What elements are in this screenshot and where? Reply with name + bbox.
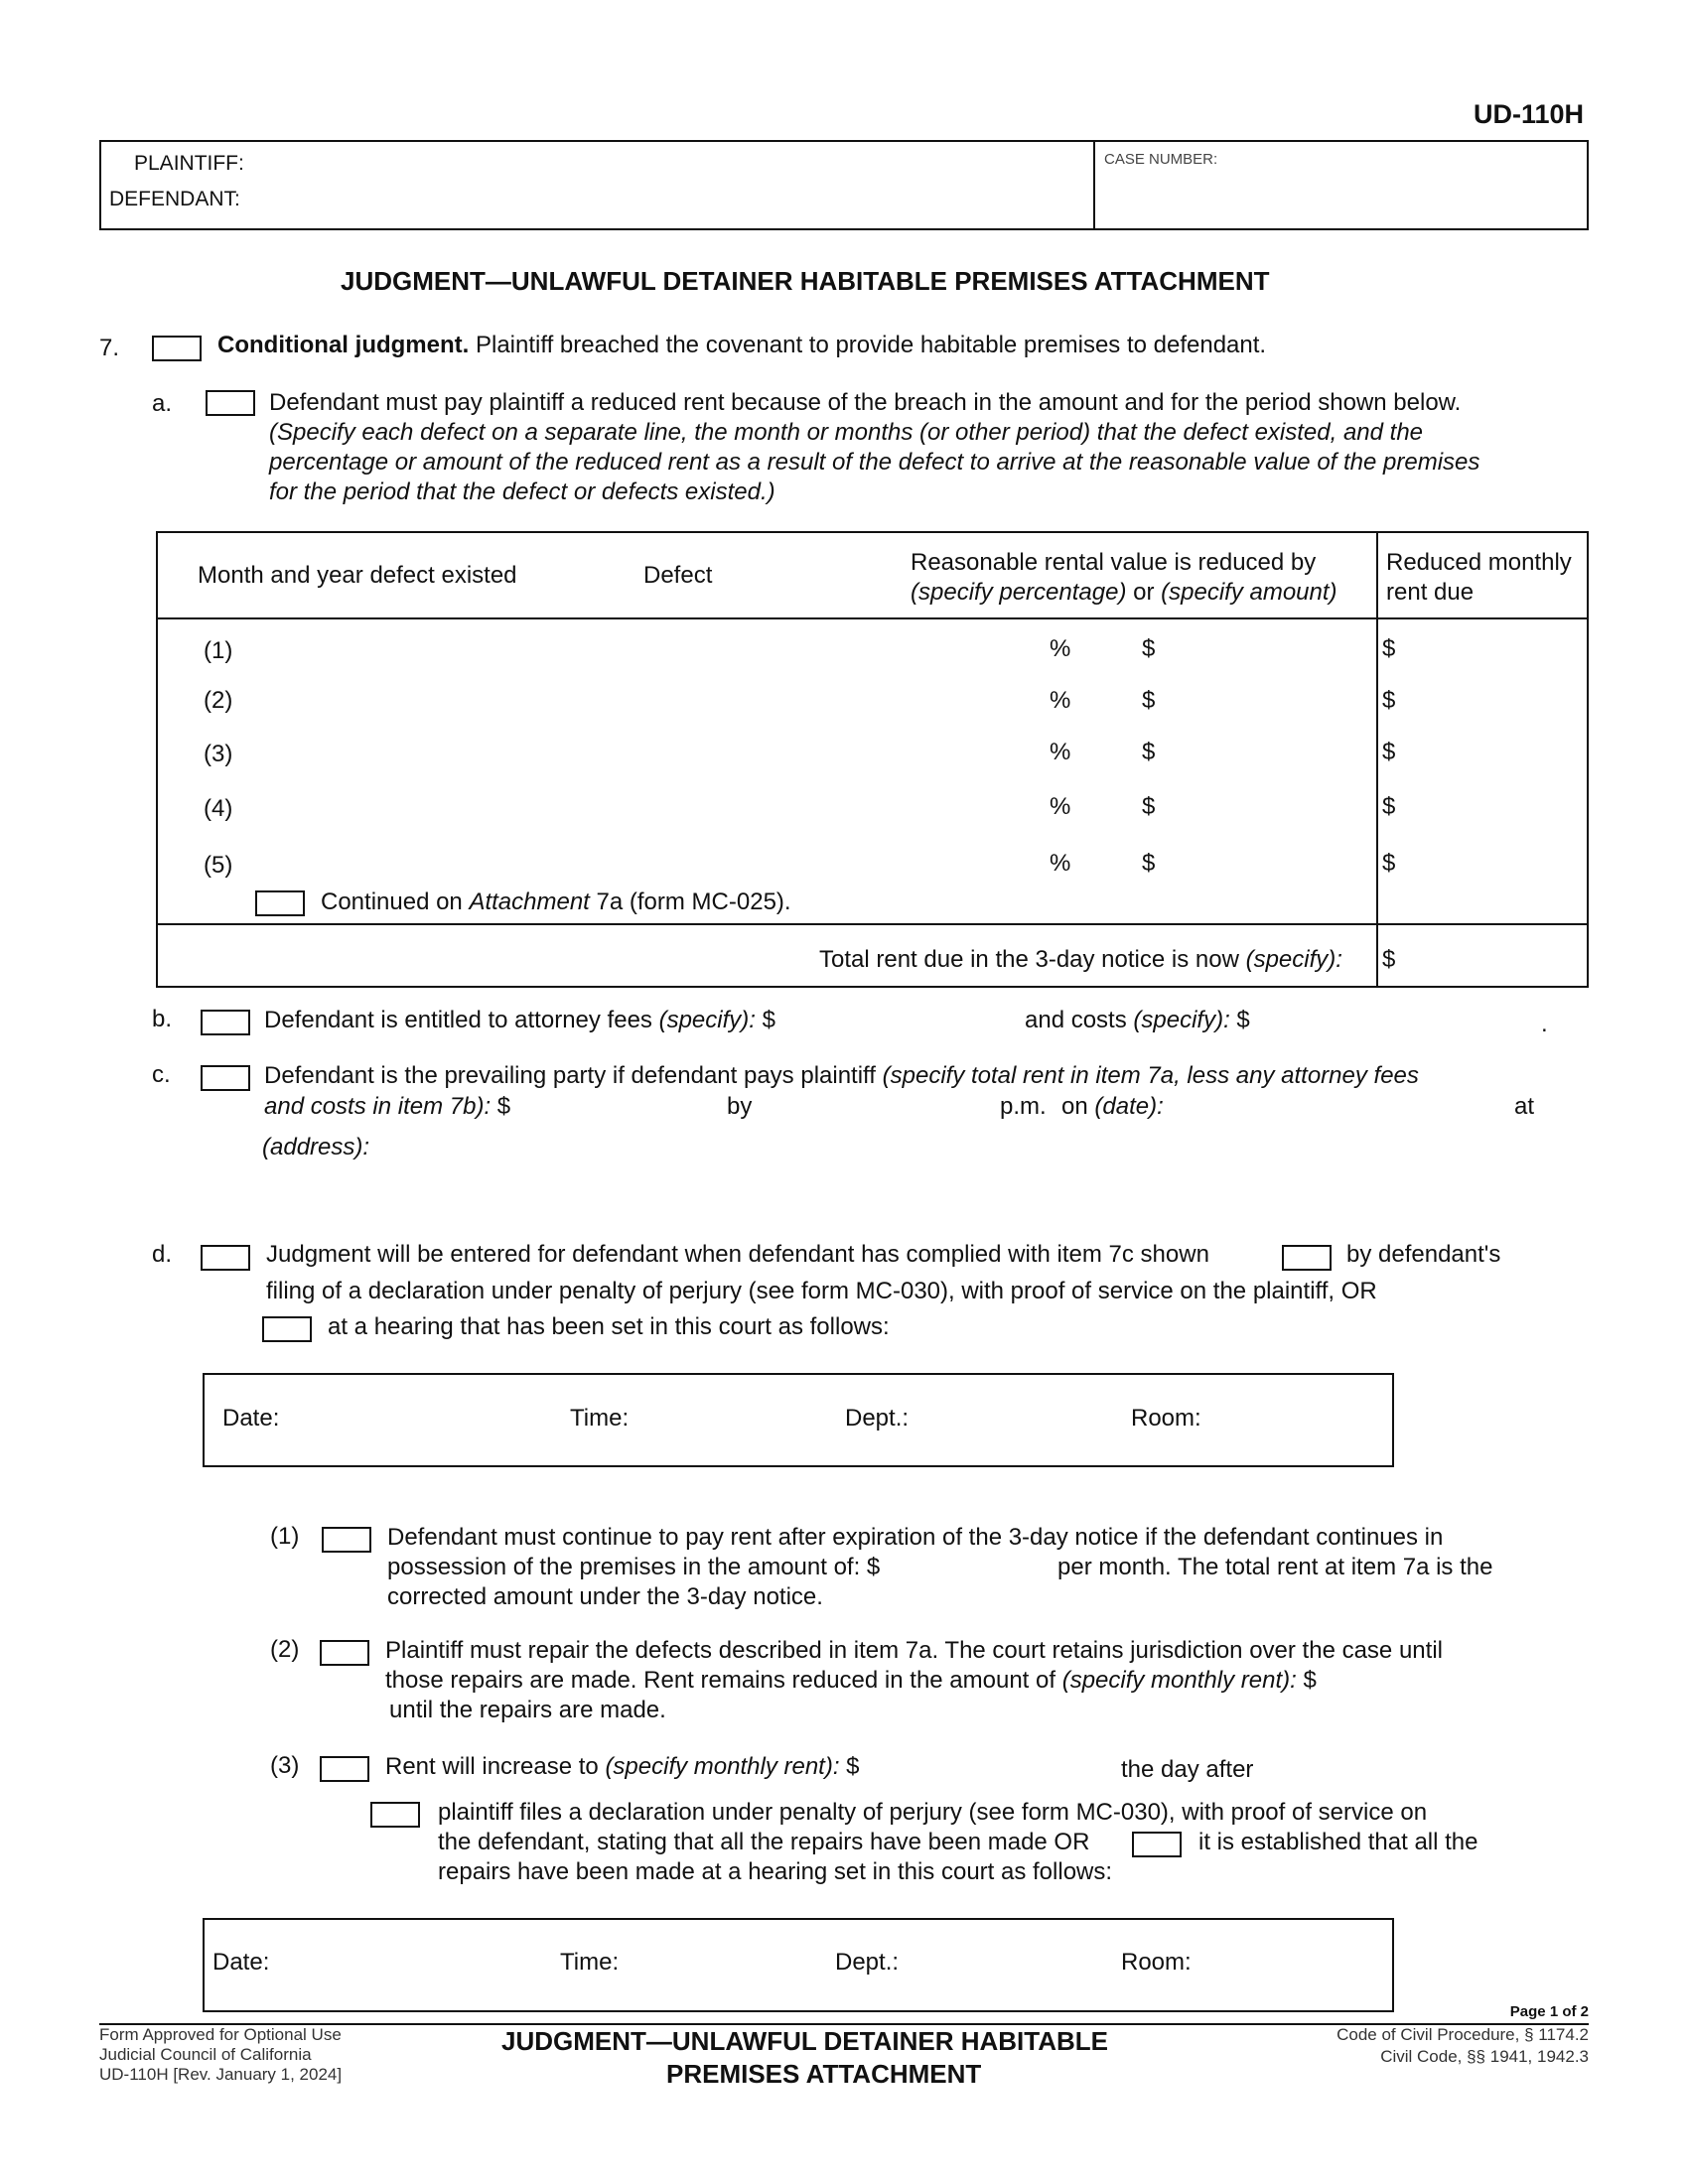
sub1-line3: corrected amount under the 3-day notice. bbox=[387, 1583, 823, 1610]
sub3-line2: plaintiff files a declaration under penalty of perjury (see form MC-030), with proof of service on bbox=[438, 1799, 1428, 1826]
item7b-costs: and costs (specify): $ bbox=[1025, 1007, 1250, 1033]
row-2-label: (2) bbox=[204, 687, 233, 714]
sub3-declaration-checkbox[interactable] bbox=[370, 1802, 420, 1828]
item7c-letter: c. bbox=[152, 1061, 171, 1088]
form-title: JUDGMENT—UNLAWFUL DETAINER HABITABLE PREMISES ATTACHMENT bbox=[341, 266, 1270, 296]
hearing1-date[interactable]: Date: bbox=[222, 1405, 280, 1432]
row-1-amount-dollar: $ bbox=[1142, 635, 1156, 662]
item7a-line2: (Specify each defect on a separate line, the month or months (or other period) that the defect existed, and the bbox=[269, 419, 1424, 446]
item7a-line4: for the period that the defect or defects existed.) bbox=[269, 478, 775, 505]
item7d-line1: Judgment will be entered for defendant when defendant has complied with item 7c shown bbox=[266, 1241, 1209, 1268]
sub3-line4: repairs have been made at a hearing set in this court as follows: bbox=[438, 1858, 1113, 1885]
table-total-rule bbox=[156, 923, 1589, 925]
sub3-checkbox[interactable] bbox=[320, 1756, 369, 1782]
row-1-due-dollar: $ bbox=[1382, 635, 1396, 662]
footer-right-2: Civil Code, §§ 1941, 1942.3 bbox=[1380, 2047, 1589, 2066]
item7c-line1: Defendant is the prevailing party if defendant pays plaintiff (specify total rent in item 7a, less any attorney fees bbox=[264, 1062, 1419, 1089]
sub3-day-after: the day after bbox=[1121, 1756, 1254, 1783]
row-2-pct: % bbox=[1050, 687, 1071, 714]
col-due-header-2: rent due bbox=[1386, 579, 1475, 606]
hearing-box-2 bbox=[203, 1918, 1394, 2012]
footer-right-1: Code of Civil Procedure, § 1174.2 bbox=[1336, 2025, 1589, 2044]
sub1-checkbox[interactable] bbox=[322, 1527, 371, 1553]
row-4-label: (4) bbox=[204, 795, 233, 822]
row-2-due-dollar: $ bbox=[1382, 687, 1396, 714]
form-id: UD-110H bbox=[1473, 99, 1584, 129]
row-4-amount-dollar: $ bbox=[1142, 793, 1156, 820]
sub3-hearing-checkbox[interactable] bbox=[1132, 1832, 1182, 1857]
sub1-num: (1) bbox=[270, 1523, 300, 1550]
defect-table bbox=[156, 531, 1589, 988]
item7c-at: at bbox=[1514, 1093, 1535, 1120]
total-rent-label: Total rent due in the 3-day notice is now (specify): bbox=[819, 946, 1342, 973]
item7a-letter: a. bbox=[152, 390, 173, 417]
sub2-num: (2) bbox=[270, 1636, 300, 1663]
row-2-amount-dollar: $ bbox=[1142, 687, 1156, 714]
item7a-line1: Defendant must pay plaintiff a reduced rent because of the breach in the amount and for the period shown below. bbox=[269, 389, 1462, 416]
item7b-letter: b. bbox=[152, 1006, 173, 1032]
item7b-checkbox[interactable] bbox=[201, 1010, 250, 1035]
footer-title-2: PREMISES ATTACHMENT bbox=[666, 2059, 982, 2089]
sub1-line1: Defendant must continue to pay rent after expiration of the 3-day notice if the defendant continues in bbox=[387, 1524, 1444, 1551]
declaration-checkbox[interactable] bbox=[1282, 1245, 1332, 1271]
hearing1-time[interactable]: Time: bbox=[570, 1405, 630, 1432]
item7a-line3: percentage or amount of the reduced rent as a result of the defect to arrive at the reasonable value of the premises bbox=[269, 449, 1480, 476]
row-5-due-dollar: $ bbox=[1382, 850, 1396, 877]
col-defect-header: Defect bbox=[643, 562, 713, 589]
hearing1-room[interactable]: Room: bbox=[1131, 1405, 1201, 1432]
item7d-letter: d. bbox=[152, 1241, 173, 1268]
sub2-line3: until the repairs are made. bbox=[389, 1697, 666, 1723]
row-1-pct: % bbox=[1050, 635, 1071, 662]
footer-left-3: UD-110H [Rev. January 1, 2024] bbox=[99, 2065, 343, 2084]
col-month-header: Month and year defect existed bbox=[198, 562, 517, 589]
footer-title-1: JUDGMENT—UNLAWFUL DETAINER HABITABLE bbox=[501, 2026, 1108, 2056]
defendant-label: DEFENDANT: bbox=[109, 188, 240, 210]
item7-number: 7. bbox=[99, 335, 120, 361]
case-number-field[interactable] bbox=[1102, 174, 1579, 223]
item7d-by-defendant: by defendant's bbox=[1346, 1241, 1501, 1268]
item7c-pm: p.m. bbox=[1000, 1093, 1047, 1120]
row-4-due-dollar: $ bbox=[1382, 793, 1396, 820]
sub3-num: (3) bbox=[270, 1752, 300, 1779]
page-number: Page 1 of 2 bbox=[1509, 2003, 1589, 2020]
col-due-header: Reduced monthly bbox=[1386, 549, 1572, 576]
table-col-divider bbox=[1376, 531, 1378, 988]
row-1-label: (1) bbox=[204, 637, 233, 664]
case-number-label: CASE NUMBER: bbox=[1104, 151, 1218, 168]
row-3-label: (3) bbox=[204, 741, 233, 767]
item7c-checkbox[interactable] bbox=[201, 1065, 250, 1091]
hearing-box-1 bbox=[203, 1373, 1394, 1467]
item7c-by: by bbox=[727, 1093, 753, 1120]
item7-heading: Conditional judgment. Plaintiff breached the covenant to provide habitable premises to defendant. bbox=[217, 332, 1267, 358]
sub2-checkbox[interactable] bbox=[320, 1640, 369, 1666]
row-5-pct: % bbox=[1050, 850, 1071, 877]
sub3-line1: Rent will increase to (specify monthly rent): $ bbox=[385, 1753, 860, 1780]
row-5-label: (5) bbox=[204, 852, 233, 879]
sub3-line3-post: it is established that all the bbox=[1198, 1829, 1478, 1855]
row-3-pct: % bbox=[1050, 739, 1071, 765]
continued-text: Continued on Attachment 7a (form MC-025). bbox=[321, 888, 791, 915]
item7-checkbox[interactable] bbox=[152, 336, 202, 361]
item7b-period: . bbox=[1541, 1011, 1548, 1037]
item7d-checkbox[interactable] bbox=[201, 1245, 250, 1271]
party-name-field[interactable] bbox=[248, 149, 1082, 218]
total-rent-dollar: $ bbox=[1382, 946, 1396, 973]
sub2-line2: those repairs are made. Rent remains reduced in the amount of (specify monthly rent): $ bbox=[385, 1667, 1317, 1694]
item7d-line2: filing of a declaration under penalty of perjury (see form MC-030), with proof of service on the plaintiff, OR bbox=[266, 1278, 1377, 1304]
hearing2-room[interactable]: Room: bbox=[1121, 1949, 1192, 1976]
sub1-line2-post: per month. The total rent at item 7a is the bbox=[1057, 1554, 1493, 1580]
footer-left-1: Form Approved for Optional Use bbox=[99, 2025, 342, 2044]
continued-checkbox[interactable] bbox=[255, 890, 305, 916]
row-3-amount-dollar: $ bbox=[1142, 739, 1156, 765]
sub2-line1: Plaintiff must repair the defects described in item 7a. The court retains jurisdiction over the case until bbox=[385, 1637, 1443, 1664]
item7a-checkbox[interactable] bbox=[206, 390, 255, 416]
col-reduced-subheader: (specify percentage) or (specify amount) bbox=[911, 579, 1337, 606]
hearing2-dept[interactable]: Dept.: bbox=[835, 1949, 900, 1976]
item7d-line3: at a hearing that has been set in this court as follows: bbox=[328, 1313, 890, 1340]
item7c-address: (address): bbox=[262, 1134, 370, 1160]
table-header-rule bbox=[156, 617, 1589, 619]
row-4-pct: % bbox=[1050, 793, 1071, 820]
item7b-text: Defendant is entitled to attorney fees (specify): $ bbox=[264, 1007, 775, 1033]
hearing1-dept[interactable]: Dept.: bbox=[845, 1405, 910, 1432]
item7c-line2: and costs in item 7b): $ bbox=[264, 1093, 511, 1120]
footer-left-2: Judicial Council of California bbox=[99, 2045, 312, 2064]
item7c-on-date: on (date): bbox=[1061, 1093, 1164, 1120]
plaintiff-label: PLAINTIFF: bbox=[134, 152, 244, 175]
sub3-line3-pre: the defendant, stating that all the repairs have been made OR bbox=[438, 1829, 1090, 1855]
hearing2-time[interactable]: Time: bbox=[560, 1949, 620, 1976]
row-3-due-dollar: $ bbox=[1382, 739, 1396, 765]
hearing-checkbox[interactable] bbox=[262, 1316, 312, 1342]
caption-divider bbox=[1093, 140, 1095, 230]
col-reduced-header: Reasonable rental value is reduced by bbox=[911, 549, 1317, 576]
sub1-line2-pre: possession of the premises in the amount of: $ bbox=[387, 1554, 881, 1580]
hearing2-date[interactable]: Date: bbox=[212, 1949, 270, 1976]
row-5-amount-dollar: $ bbox=[1142, 850, 1156, 877]
